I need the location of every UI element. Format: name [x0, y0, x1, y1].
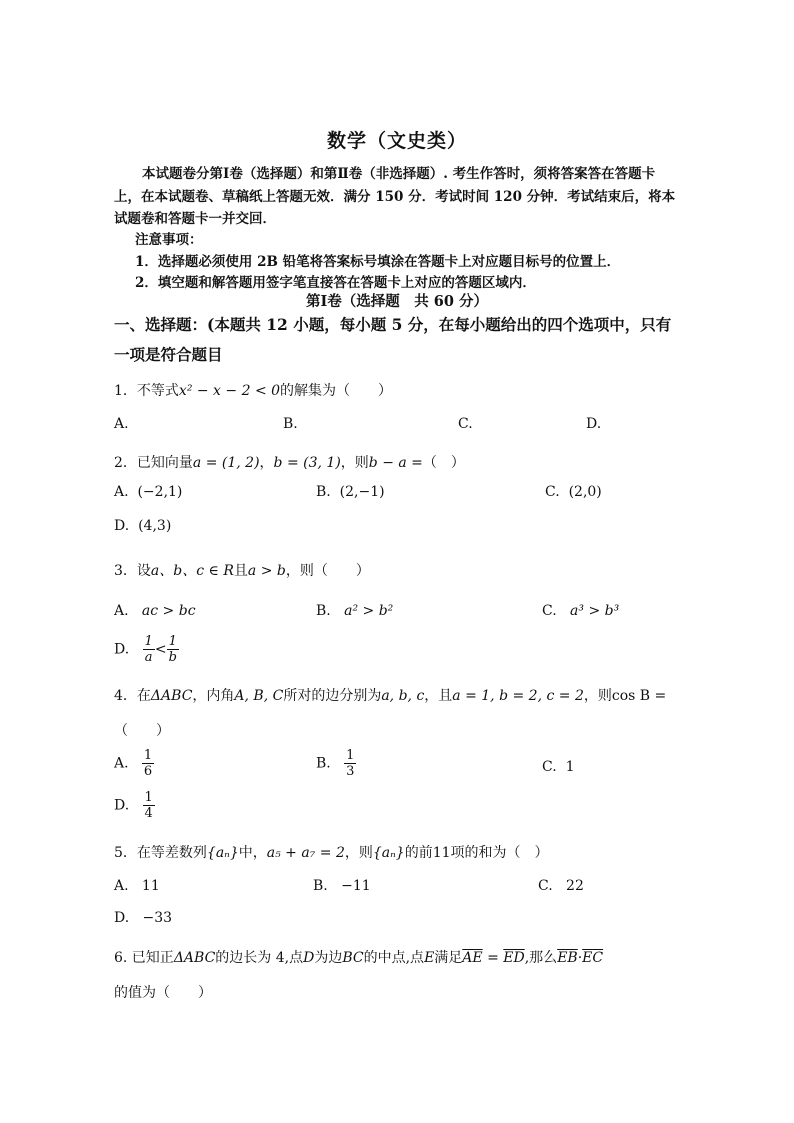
q2-suffix: （ ） — [422, 455, 465, 471]
q2-option-c-label: C. — [545, 484, 560, 500]
q2-option-c[interactable] — [545, 484, 602, 500]
intro-line-2: 上，在本试题卷、草稿纸上答题无效．满分 150 分．考试时间 120 分钟．考试结束后，将本 — [114, 189, 676, 205]
fraction-numerator: 1 — [168, 634, 177, 649]
fraction-numerator: 1 — [143, 748, 153, 763]
q2-option-d[interactable] — [114, 518, 171, 534]
q6-text-d: 的中点,点 — [363, 950, 425, 966]
q5-option-c-value: 22 — [566, 878, 584, 894]
q6-text-a: 6. 已知正 — [114, 950, 174, 966]
q4-option-a[interactable] — [114, 748, 154, 779]
fraction-denominator: 3 — [346, 764, 355, 779]
q6-segment-bc: BC — [342, 950, 364, 966]
exam-title: 数学（文史类） — [326, 130, 467, 152]
q1-option-c[interactable]: C. — [458, 416, 473, 432]
q2-option-c-value: (2,0) — [568, 484, 602, 500]
q1-prefix: 1．不等式 — [114, 383, 179, 399]
q5-prefix: 5．在等差数列 — [114, 845, 207, 861]
q5-option-b[interactable] — [313, 878, 371, 894]
q4-mid3: ，且 — [424, 688, 453, 704]
q2-expression: b − a = — [368, 455, 423, 471]
q2-prefix: 2．已知向量 — [114, 455, 193, 471]
question-4 — [114, 685, 666, 705]
q3-suffix: ，则（ ） — [285, 563, 370, 579]
q2-option-a[interactable] — [114, 484, 182, 500]
fraction-denominator: a — [144, 650, 153, 665]
q4-option-c-value: 1 — [565, 759, 575, 775]
q5-mid1: 中， — [238, 845, 267, 861]
question-5 — [114, 842, 549, 862]
q2-vector-b: b = (3, 1) — [273, 455, 341, 471]
question-1 — [114, 380, 392, 400]
q5-n: 11 — [432, 845, 451, 861]
q3-option-b[interactable] — [316, 603, 393, 619]
q4-option-b-fraction — [344, 748, 356, 779]
q6-vector-ec: $\overline{EC}$ — [582, 950, 604, 966]
q6-vector-eb: $\overline{EB}$ — [557, 950, 578, 966]
q1-option-b[interactable]: B. — [283, 416, 298, 432]
q2-option-a-value: (−2,1) — [137, 484, 183, 500]
q4-option-a-fraction — [142, 748, 154, 779]
q5-sequence-2: {aₙ} — [372, 845, 405, 861]
q4-angles: A, B, C — [234, 688, 284, 704]
q2-mid: ，则 — [340, 455, 369, 471]
q3-option-d-operator: < — [154, 641, 167, 658]
q5-option-d[interactable] — [114, 910, 172, 926]
q5-option-c[interactable] — [538, 878, 584, 894]
q6-dot: · — [577, 950, 583, 966]
q4-option-c[interactable] — [542, 759, 575, 775]
q6-text-b: 的边长为 4,点 — [215, 950, 304, 966]
part1-title: 第Ⅰ卷（选择题 共 60 分） — [305, 293, 489, 310]
q4-mid2: 所对的边分别为 — [283, 688, 382, 704]
q5-suffix: 项的和为（ ） — [450, 845, 549, 861]
q4-sides: a, b, c — [381, 688, 425, 704]
q6-triangle: ΔABC — [173, 950, 216, 966]
q4-option-b[interactable] — [316, 748, 356, 779]
q3-vars: a、b、c ∈ R — [150, 563, 234, 579]
q4-option-d-fraction — [143, 790, 155, 821]
q5-option-b-value: −11 — [341, 878, 371, 894]
q4-mid1: ，内角 — [192, 688, 235, 704]
q5-option-a-label: A. — [114, 878, 129, 894]
q1-suffix: 的解集为（ ） — [280, 383, 393, 399]
q2-option-d-value: (4,3) — [138, 518, 172, 534]
q4-prefix: 4．在 — [114, 688, 151, 704]
notice-item-1: 1．选择题必须使用 2B 铅笔将答案标号填涂在答题卡上对应题目标号的位置上． — [135, 254, 621, 270]
q4-ask: cos B = — [611, 688, 667, 704]
q1-option-d[interactable]: D. — [586, 416, 602, 432]
q1-expression: x² − x − 2 < 0 — [178, 383, 281, 399]
notice-title: 注意事项： — [135, 232, 203, 248]
q2-option-d-label: D. — [114, 518, 130, 534]
q5-mid3: 的前 — [404, 845, 433, 861]
q5-option-d-value: −33 — [142, 910, 173, 926]
q2-option-b-label: B. — [316, 484, 331, 500]
q6-text-f: ,那么 — [524, 950, 558, 966]
fraction-denominator: b — [168, 650, 177, 665]
q3-option-c[interactable] — [542, 603, 619, 619]
q2-separator: ， — [259, 455, 274, 471]
q3-option-b-value: a² > b² — [344, 603, 394, 619]
q3-mid: 且 — [233, 563, 248, 579]
q6-equals: = — [482, 950, 504, 966]
q5-condition: a₅ + a₇ = 2 — [266, 845, 345, 861]
q3-option-d[interactable] — [114, 634, 179, 665]
q2-option-a-label: A. — [114, 484, 129, 500]
q6-line-2: 的值为（ ） — [114, 985, 212, 1001]
fraction-numerator: 1 — [144, 634, 153, 649]
q3-option-a-label: A. — [114, 603, 129, 619]
q5-sequence: {aₙ} — [206, 845, 239, 861]
fraction-denominator: 6 — [143, 764, 153, 779]
section1-heading-line-2: 一项是符合题目 — [114, 345, 223, 364]
q5-option-c-label: C. — [538, 878, 553, 894]
q4-triangle: ΔABC — [150, 688, 193, 704]
q3-option-c-value: a³ > b³ — [570, 603, 620, 619]
question-3 — [114, 560, 370, 580]
fraction-numerator: 1 — [144, 790, 153, 805]
q5-option-a-value: 11 — [141, 878, 160, 894]
q3-option-a[interactable] — [114, 603, 196, 619]
q5-option-d-label: D. — [114, 910, 130, 926]
q6-point-e: E — [424, 950, 435, 966]
q4-option-c-label: C. — [542, 759, 557, 775]
q4-condition: a = 1, b = 2, c = 2 — [452, 688, 584, 704]
q3-prefix: 3．设 — [114, 563, 151, 579]
q3-condition: a > b — [247, 563, 286, 579]
intro-line-3: 试题卷和答题卡一并交回． — [114, 211, 276, 227]
notice-item-2: 2．填空题和解答题用签字笔直接答在答题卡上对应的答题区域内． — [135, 275, 536, 291]
fraction-numerator: 1 — [346, 748, 355, 763]
question-6 — [114, 947, 603, 967]
section1-heading-line-1: 一、选择题：(本题共 12 小题，每小题 5 分，在每小题给出的四个选项中，只有 — [114, 315, 672, 334]
q2-option-b-value: (2,−1) — [339, 484, 385, 500]
q4-paren: （ ） — [114, 723, 170, 739]
q4-option-a-label: A. — [114, 755, 129, 772]
q1-option-a[interactable]: A. — [114, 416, 129, 432]
q3-option-a-value: ac > bc — [141, 603, 196, 619]
q3-option-d-fraction-2 — [167, 634, 179, 665]
q4-option-d-label: D. — [114, 797, 130, 814]
q6-text-c: 为边 — [314, 950, 343, 966]
q4-option-d[interactable] — [114, 790, 155, 821]
q5-option-b-label: B. — [313, 878, 328, 894]
q3-option-b-label: B. — [316, 603, 331, 619]
q4-option-b-label: B. — [316, 755, 331, 772]
fraction-denominator: 4 — [144, 806, 153, 821]
question-2 — [114, 452, 465, 472]
q2-option-b[interactable] — [316, 484, 385, 500]
q2-vector-a: a = (1, 2) — [192, 455, 260, 471]
q5-mid2: ，则 — [344, 845, 373, 861]
intro-line-1: 本试题卷分第Ⅰ卷（选择题）和第Ⅱ卷（非选择题）. 考生作答时，须将答案答在答题卡 — [142, 166, 656, 182]
q3-option-c-label: C. — [542, 603, 557, 619]
q6-text-e: 满足 — [434, 950, 463, 966]
q3-option-d-label: D. — [114, 641, 130, 658]
q3-option-d-fraction-1 — [143, 634, 155, 665]
q4-mid4: ，则 — [583, 688, 612, 704]
q6-vector-ae: $\overline{AE}$ — [462, 950, 483, 966]
q6-point-d: D — [303, 950, 315, 966]
q6-vector-ed: $\overline{ED}$ — [503, 950, 525, 966]
q5-option-a[interactable] — [114, 878, 160, 894]
